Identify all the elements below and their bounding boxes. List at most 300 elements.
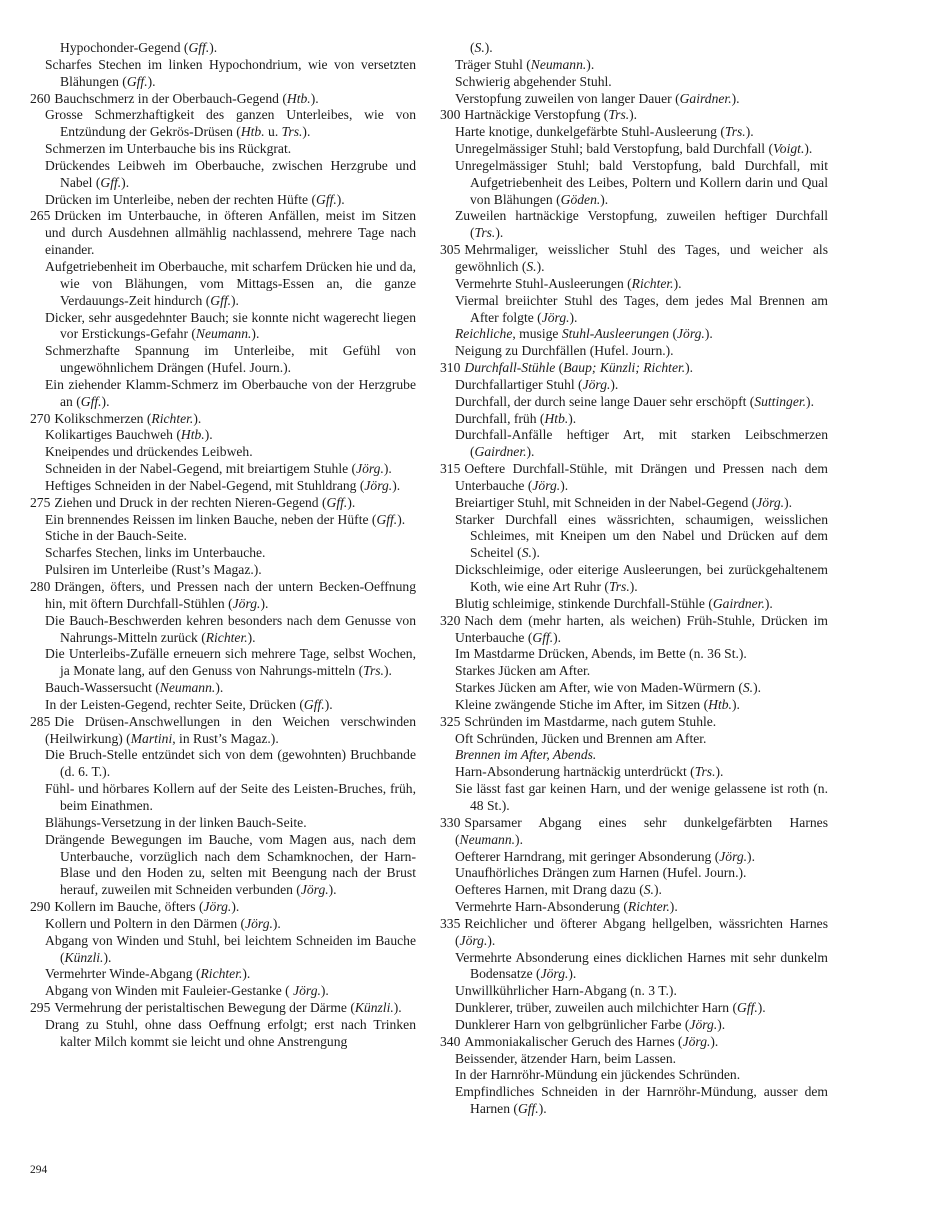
symptom-entry <box>30 832 416 899</box>
symptom-text: Vermehrte Stuhl-Ausleerungen ( <box>455 275 632 291</box>
symptom-text: Ziehen und Druck in der rechten Nieren-Gegend ( <box>54 494 327 510</box>
symptom-text: ). <box>753 680 761 696</box>
source-citation: Neumann. <box>159 680 216 696</box>
symptom-text: Neigung zu Durchfällen (Hufel. Journ.). <box>455 343 674 359</box>
symptom-text: Oefterer Harndrang, mit geringer Absonderung ( <box>455 848 720 864</box>
symptom-text: Durchfall, früh ( <box>455 410 545 426</box>
source-citation: Htb. <box>240 124 265 140</box>
symptom-entry <box>30 192 416 209</box>
source-citation: Htb. <box>286 90 311 106</box>
symptom-entry <box>440 1000 828 1017</box>
symptom-text: Dunklerer Harn von gelbgrünlicher Farbe ( <box>455 1016 690 1032</box>
symptom-text: ). <box>569 309 578 325</box>
symptom-entry-numbered <box>440 714 828 731</box>
symptom-entry <box>30 680 416 697</box>
symptom-entry <box>440 276 828 293</box>
symptom-text: ). <box>715 764 724 780</box>
symptom-text: ). <box>231 899 240 915</box>
symptom-text: , musige <box>512 326 562 342</box>
source-citation: Voigt. <box>773 141 805 157</box>
symptom-text: Schwierig abgehender Stuhl. <box>455 73 612 89</box>
symptom-entry <box>30 141 416 158</box>
symptom-text: Ein ziehender Klamm-Schmerz im Oberbauche von der Herzgrube an ( <box>45 376 416 409</box>
symptom-entry <box>30 478 416 495</box>
symptom-entry <box>440 91 828 108</box>
right-column <box>440 40 828 1118</box>
source-citation: Richter. <box>631 275 674 291</box>
source-citation: Htb. <box>708 696 732 712</box>
symptom-text: Beissender, ätzender Harn, beim Lassen. <box>455 1050 677 1066</box>
source-citation: Jörg. <box>300 882 329 898</box>
symptom-entry <box>440 983 828 1000</box>
symptom-entry <box>440 57 828 74</box>
symptom-text: Viermal breiichter Stuhl des Tages, dem jedes Mal Brennen am After folgte ( <box>455 292 828 325</box>
symptom-entry <box>440 781 828 815</box>
symptom-entry <box>30 512 416 529</box>
symptom-text: Kollern im Bauche, öfters ( <box>54 899 204 915</box>
symptom-entry <box>440 764 828 781</box>
symptom-text: Kleine zwängende Stiche im After, im Sitzen ( <box>455 696 709 712</box>
source-citation: Neumann. <box>459 831 516 847</box>
source-citation: Baup; Künzli; Richter. <box>563 360 686 376</box>
symptom-text: ). <box>121 174 130 190</box>
source-citation: Jörg. <box>582 376 611 392</box>
symptom-text: ). <box>784 494 792 510</box>
symptom-entry <box>440 343 828 360</box>
symptom-entry <box>30 697 416 714</box>
source-citation: Neumann. <box>530 56 587 72</box>
symptom-text: Ein brennendes Reissen im linken Bauche, neben der Hüfte ( <box>45 511 377 527</box>
symptom-text: ). <box>710 1033 719 1049</box>
symptom-text: Abgang von Winden mit Fauleier-Gestanke ( <box>45 983 294 999</box>
source-citation: Gff. <box>100 174 122 190</box>
symptom-entry-numbered <box>440 242 828 276</box>
source-citation: Künzli. <box>64 949 104 965</box>
symptom-text: Vermehrte Harn-Absonderung ( <box>455 899 628 915</box>
symptom-text: Die Bauch-Beschwerden kehren besonders nach dem Genusse von Nahrungs-Mitteln zurück ( <box>45 612 416 645</box>
symptom-text: ). <box>397 511 406 527</box>
symptom-text: Kolikartiges Bauchweh ( <box>45 427 181 443</box>
source-citation: Gairdner. <box>679 90 732 106</box>
symptom-text: Scharfes Stechen, links im Unterbauche. <box>45 545 266 561</box>
source-citation: Trs. <box>608 579 630 594</box>
symptom-text: Unwillkührlicher Harn-Abgang (n. 3 T.). <box>455 983 677 999</box>
symptom-text: ). <box>484 40 493 55</box>
symptom-text: Drücken im Unterleibe, neben der rechten Hüfte ( <box>45 191 316 207</box>
symptom-number: 325 <box>440 713 461 729</box>
symptom-number: 265 <box>30 208 51 224</box>
symptom-entry <box>440 377 828 394</box>
symptom-text: ). <box>324 696 333 712</box>
symptom-text: Drückendes Leibweh im Oberbauche, zwischen Herzgrube und Nabel ( <box>45 157 416 190</box>
symptom-text: Harn-Absonderung hartnäckig unterdrückt ( <box>455 764 695 780</box>
source-citation: Göden. <box>560 191 601 207</box>
symptom-entry-numbered <box>440 916 828 950</box>
symptom-number: 290 <box>30 899 51 915</box>
symptom-entry <box>30 966 416 983</box>
symptom-text: Drängen, öfters, und Pressen nach der untern Becken-Oeffnung hin, mit öftern Durchfall-Stühlen ( <box>45 579 416 611</box>
symptom-number: 310 <box>440 360 461 376</box>
source-citation: Htb. <box>544 410 569 426</box>
symptom-number: 340 <box>440 1033 461 1049</box>
symptom-entry <box>440 411 828 428</box>
source-citation: Jörg. <box>356 461 384 477</box>
symptom-text: ). <box>717 1016 726 1032</box>
source-citation: Gff. <box>532 629 554 645</box>
symptom-text: ). <box>193 410 202 426</box>
symptom-entry <box>30 781 416 815</box>
symptom-entry <box>440 141 828 158</box>
source-citation: Trs. <box>281 124 303 140</box>
symptom-entry <box>30 747 416 781</box>
symptom-entry <box>30 562 416 579</box>
symptom-text: ). <box>242 966 251 982</box>
source-citation: Jörg. <box>540 966 569 982</box>
symptom-text: ). <box>272 915 281 931</box>
symptom-entry-numbered <box>440 360 828 377</box>
symptom-text: ). <box>629 107 638 123</box>
source-citation: Gff. <box>376 511 398 527</box>
source-citation: Gff. <box>126 73 148 89</box>
symptom-number: 270 <box>30 410 51 426</box>
source-citation: Trs. <box>608 107 630 123</box>
symptom-entry <box>440 1017 828 1034</box>
symptom-text: ). <box>251 326 260 342</box>
symptom-text: ). <box>653 882 662 898</box>
symptom-entry <box>440 427 828 461</box>
source-citation: Trs. <box>724 124 746 140</box>
symptom-text: Durchfall, der durch seine lange Dauer sehr erschöpft ( <box>455 393 755 409</box>
symptom-entry <box>30 933 416 967</box>
symptom-text: ). <box>806 393 814 409</box>
symptom-text: Harte knotige, dunkelgefärbte Stuhl-Ausleerung ( <box>455 124 725 140</box>
source-citation: Jörg. <box>293 983 321 999</box>
symptom-number: 300 <box>440 107 461 123</box>
symptom-text: ). <box>704 326 713 342</box>
symptom-text: ). <box>103 949 112 965</box>
symptom-text: u. <box>264 124 282 140</box>
symptom-text: In der Leisten-Gegend, rechter Seite, Drücken ( <box>45 696 304 712</box>
symptom-text: ). <box>487 932 496 948</box>
symptom-entry-numbered <box>440 815 828 849</box>
symptom-text: Unaufhörliches Drängen zum Harnen (Hufel. Journ.). <box>455 865 747 881</box>
symptom-text: ). <box>586 56 595 72</box>
symptom-text: Hypochonder-Gegend ( <box>60 40 189 55</box>
source-citation: Gairdner. <box>712 595 765 611</box>
symptom-text: Unregelmässiger Stuhl; bald Verstopfung, bald Durchfall, mit Aufgetriebenheit des Leibes, Poltern und Kollern darin und Qual von Blähungen ( <box>455 157 828 207</box>
symptom-number: 305 <box>440 242 461 258</box>
source-citation: Durchfall-Stühle <box>464 360 556 376</box>
symptom-text: Zuweilen hartnäckige Verstopfung, zuweilen heftiger Durchfall ( <box>455 208 828 241</box>
symptom-entry <box>30 40 416 57</box>
symptom-text: ). <box>531 545 540 561</box>
symptom-entry <box>440 1067 828 1084</box>
symptom-text: Im Mastdarme Drücken, Abends, im Bette (n. 36 St.). <box>455 646 747 662</box>
source-citation: Jörg. <box>532 477 561 493</box>
symptom-text: Oft Schründen, Jücken und Brennen am After. <box>455 730 707 746</box>
source-citation: Jörg. <box>541 309 570 325</box>
symptom-text: ). <box>600 191 609 207</box>
symptom-text: In der Harnröhr-Mündung ein jückendes Schründen. <box>455 1067 741 1083</box>
symptom-text: Aufgetriebenheit im Oberbauche, mit scharfem Drücken hie und da, wie von Blähungen, vom Mittags-Essen an, die ganze Verdauungs-Zeit hindurch ( <box>45 258 416 308</box>
symptom-number: 280 <box>30 579 51 594</box>
source-citation: Jörg. <box>232 595 261 611</box>
symptom-entry <box>440 747 828 764</box>
source-citation: Gff. <box>326 494 348 510</box>
source-citation: S. <box>643 882 654 898</box>
symptom-text: ). <box>392 477 401 493</box>
symptom-text: Nach dem (mehr harten, als weichen) Früh-Stuhle, Drücken im Unterbauche ( <box>455 612 828 645</box>
symptom-text: ( <box>669 326 677 342</box>
symptom-text: Oeftere Durchfall-Stühle, mit Drängen und Pressen nach dem Unterbauche ( <box>455 461 828 493</box>
source-citation: Stuhl-Ausleerungen <box>561 326 670 342</box>
symptom-entry <box>440 697 828 714</box>
source-citation: Trs. <box>694 764 716 780</box>
symptom-entry <box>30 545 416 562</box>
source-citation: Richter. <box>627 899 670 915</box>
symptom-text: Fühl- und hörbares Kollern auf der Seite des Leisten-Bruches, früh, beim Einathmen. <box>45 781 416 813</box>
symptom-text: Abgang von Winden und Stuhl, bei leichtem Schneiden im Bauche ( <box>45 932 416 965</box>
source-citation: Brennen im After, Abends. <box>455 747 597 763</box>
symptom-entry-numbered <box>30 579 416 613</box>
symptom-entry <box>30 528 416 545</box>
symptom-text: ). <box>804 141 813 157</box>
symptom-text: ). <box>526 444 535 460</box>
symptom-entry-numbered <box>30 495 416 512</box>
source-citation: S. <box>526 258 537 274</box>
symptom-entry <box>30 646 416 680</box>
symptom-entry <box>440 512 828 563</box>
symptom-text: ). <box>260 595 269 611</box>
source-citation: Gff. <box>210 292 232 308</box>
source-citation: Künzli. <box>354 1000 394 1016</box>
symptom-entry <box>440 394 828 411</box>
symptom-text: ). <box>764 595 773 611</box>
left-column <box>30 40 416 1051</box>
symptom-text: Empfindliches Schneiden in der Harnröhr-Mündung, ausser dem Harnen ( <box>455 1084 828 1117</box>
symptom-entry <box>440 74 828 91</box>
source-citation: Gff. <box>188 40 210 55</box>
symptom-text: Verstopfung zuweilen von langer Dauer ( <box>455 90 680 106</box>
symptom-text: ). <box>685 360 694 376</box>
symptom-text: Ammoniakalischer Geruch des Harnes ( <box>464 1033 683 1049</box>
source-citation: Jörg. <box>245 915 273 931</box>
symptom-entry <box>30 343 416 377</box>
symptom-entry <box>440 495 828 512</box>
symptom-entry <box>440 562 828 596</box>
symptom-text: ). <box>347 494 356 510</box>
symptom-number: 285 <box>30 713 51 729</box>
symptom-text: ). <box>302 124 311 140</box>
source-citation: Jörg. <box>682 1033 711 1049</box>
symptom-text: ). <box>610 376 619 392</box>
symptom-entry-numbered <box>30 1000 416 1017</box>
symptom-text: Schmerzhafte Spannung im Unterleibe, mit Gefühl von ungewöhnlichem Drängen (Hufel. Journ.). <box>45 343 416 376</box>
symptom-entry <box>30 107 416 141</box>
symptom-text: Hartnäckige Verstopfung ( <box>464 107 609 123</box>
source-citation: S. <box>742 680 754 696</box>
symptom-entry <box>30 444 416 461</box>
source-citation: Jörg. <box>719 848 748 864</box>
source-citation: Reichliche <box>455 326 513 342</box>
symptom-text: ( <box>470 40 475 55</box>
source-citation: Jörg. <box>459 932 488 948</box>
symptom-text: Vermehrung der peristaltischen Bewegung der Därme ( <box>54 1000 355 1016</box>
symptom-text: Drängende Bewegungen im Bauche, vom Magen aus, nach dem Unterbauche, vorzüglich nach dem Schamknochen, der Harn-Blase und den Hoden zu, selten mit Beengung nach der Brust herauf, zuweilen mit Schneiden verbunden ( <box>45 831 416 898</box>
symptom-text: ). <box>745 124 754 140</box>
symptom-text: Unregelmässiger Stuhl; bald Verstopfung, bald Durchfall ( <box>455 141 773 157</box>
symptom-entry <box>30 613 416 647</box>
symptom-text: ). <box>560 477 569 493</box>
symptom-text: Sparsamer Abgang eines sehr dunkelgefärbten Harnes ( <box>455 814 828 847</box>
symptom-entry <box>440 646 828 663</box>
symptom-text: Durchfallartiger Stuhl ( <box>455 376 583 392</box>
symptom-text: ). <box>383 461 392 477</box>
symptom-text: Starker Durchfall eines wässrichten, schaumigen, weisslichen Schleimes, mit Kneipen um den Nabel und Drücken auf dem Scheitel ( <box>455 511 828 561</box>
symptom-number: 330 <box>440 814 461 830</box>
symptom-text: ). <box>383 663 392 679</box>
symptom-number: 320 <box>440 612 461 628</box>
symptom-text: Blähungs-Versetzung in der linken Bauch-Seite. <box>45 814 307 830</box>
source-citation: Richter. <box>205 629 248 645</box>
symptom-text: ( <box>555 360 564 376</box>
source-citation: Trs. <box>363 663 384 679</box>
symptom-entry <box>440 124 828 141</box>
symptom-text: ). <box>515 831 523 847</box>
source-citation: Jörg. <box>203 899 232 915</box>
symptom-text: ). <box>310 90 319 106</box>
symptom-text: Reichlicher und öfterer Abgang hellgelben, wässrichten Harnes ( <box>455 915 828 948</box>
symptom-entry <box>30 815 416 832</box>
symptom-text: Schmerzen im Unterbauche bis ins Rückgrat. <box>45 141 292 157</box>
symptom-text: Die Bruch-Stelle entzündet sich von dem (gewohnten) Bruchbande (d. 6. T.). <box>45 747 416 780</box>
symptom-text: ). <box>673 275 682 291</box>
symptom-text: Breiartiger Stuhl, mit Schneiden in der Nabel-Gegend ( <box>455 494 757 510</box>
symptom-entry <box>30 377 416 411</box>
symptom-text: Blutig schleimige, stinkende Durchfall-Stühle ( <box>455 595 713 611</box>
symptom-entry-numbered <box>30 91 416 108</box>
symptom-text: ). <box>101 393 110 409</box>
symptom-entry <box>440 158 828 209</box>
symptom-text: ). <box>495 225 504 241</box>
source-citation: Jörg. <box>756 494 785 510</box>
symptom-text: Kneipendes und drückendes Leibweh. <box>45 444 253 460</box>
symptom-entry-numbered <box>440 461 828 495</box>
source-citation: Htb. <box>180 427 205 443</box>
source-citation: Gff. <box>80 393 102 409</box>
symptom-entry <box>30 461 416 478</box>
symptom-entry-numbered <box>30 899 416 916</box>
source-citation: Gff. <box>303 696 325 712</box>
source-citation: Jörg. <box>689 1016 718 1032</box>
source-citation: Richter. <box>200 966 243 982</box>
symptom-text: ). <box>629 579 638 594</box>
symptom-text: Stiche in der Bauch-Seite. <box>45 528 187 544</box>
page-number: 294 <box>30 1164 48 1176</box>
symptom-text: Drang zu Stuhl, ohne dass Oeffnung erfolgt; erst nach Trinken kalter Milch kommt sie leicht und ohne Anstrengung <box>45 1016 416 1049</box>
symptom-entry <box>30 158 416 192</box>
symptom-text: Dicker, sehr ausgedehnter Bauch; sie konnte nicht wagerecht liegen vor Erstickungs-Gefahr ( <box>45 309 416 342</box>
symptom-entry-numbered <box>440 613 828 647</box>
symptom-text: Starkes Jücken am After, wie von Maden-Würmern ( <box>455 680 743 696</box>
symptom-text: ). <box>568 410 577 426</box>
symptom-number: 335 <box>440 915 461 931</box>
symptom-entry <box>440 40 828 57</box>
symptom-entry-numbered <box>30 714 416 748</box>
symptom-text: ). <box>568 966 577 982</box>
symptom-text: Bauchschmerz in der Oberbauch-Gegend ( <box>54 90 287 106</box>
symptom-text: Kolikschmerzen ( <box>54 410 152 426</box>
symptom-text: Die Drüsen-Anschwellungen in den Weichen verschwinden (Heilwirkung) ( <box>45 713 416 746</box>
symptom-number: 295 <box>30 1000 51 1016</box>
symptom-text: Träger Stuhl ( <box>455 56 531 72</box>
symptom-entry <box>440 1051 828 1068</box>
symptom-text: ). <box>669 899 678 915</box>
symptom-text: Grosse Schmerzhaftigkeit des ganzen Unterleibes, wie von Entzündung der Gekrös-Drüsen ( <box>45 107 416 140</box>
symptom-text: ). <box>393 1000 402 1016</box>
source-citation: Neumann. <box>195 326 252 342</box>
symptom-text: Drücken im Unterbauche, in öfteren Anfällen, meist im Sitzen und durch Ausdehnen allmählig nachlassend, mehrere Tage nach einander. <box>45 208 416 258</box>
source-citation: S. <box>521 545 532 561</box>
symptom-text: ). <box>328 882 337 898</box>
symptom-entry <box>30 1017 416 1051</box>
symptom-text: ). <box>204 427 213 443</box>
symptom-text: ). <box>336 191 345 207</box>
symptom-entry-numbered <box>440 107 828 124</box>
symptom-entry <box>440 731 828 748</box>
symptom-text: ). <box>231 292 239 308</box>
symptom-text: Starkes Jücken am After. <box>455 663 591 679</box>
symptom-text: ). <box>247 629 256 645</box>
symptom-number: 315 <box>440 461 461 477</box>
symptom-entry <box>30 57 416 91</box>
symptom-text: Schründen im Mastdarme, nach gutem Stuhle. <box>464 713 717 729</box>
symptom-entry-numbered <box>440 1034 828 1051</box>
source-citation: Gff. <box>316 191 337 207</box>
symptom-entry <box>440 293 828 327</box>
symptom-entry-numbered <box>30 208 416 259</box>
symptom-text: ). <box>147 73 156 89</box>
symptom-text: ). <box>757 1000 766 1016</box>
symptom-entry <box>30 310 416 344</box>
symptom-entry <box>30 259 416 310</box>
symptom-text: Heftiges Schneiden in der Nabel-Gegend, mit Stuhldrang ( <box>45 477 365 493</box>
symptom-entry <box>30 427 416 444</box>
symptom-number: 260 <box>30 90 51 106</box>
symptom-text: Die Unterleibs-Zufälle erneuern sich mehrere Tage, selbst Wochen, ja Monate lang, auf den Genuss von Nahrungs-mitteln ( <box>45 646 416 679</box>
symptom-text: ). <box>538 1101 547 1117</box>
symptom-entry <box>440 326 828 343</box>
symptom-entry-numbered <box>30 411 416 428</box>
symptom-entry <box>440 680 828 697</box>
symptom-entry <box>440 663 828 680</box>
symptom-text: Schneiden in der Nabel-Gegend, mit breiartigem Stuhle ( <box>45 461 357 477</box>
source-citation: Trs. <box>474 225 496 241</box>
symptom-text: ). <box>731 696 740 712</box>
source-citation: Richter. <box>151 410 194 426</box>
symptom-entry <box>440 849 828 866</box>
symptom-text: Vermehrter Winde-Abgang ( <box>45 966 201 982</box>
symptom-entry <box>30 983 416 1000</box>
symptom-entry <box>440 899 828 916</box>
source-citation: Gff. <box>517 1101 539 1117</box>
symptom-text: Vermehrte Absonderung eines dicklichen Harnes mit sehr dunkelm Bodensatze ( <box>455 949 828 982</box>
source-citation: Jörg. <box>677 326 705 342</box>
symptom-text: ). <box>215 680 224 696</box>
symptom-text: Pulsiren im Unterleibe (Rust’s Magaz.). <box>45 562 262 578</box>
source-citation: Gairdner. <box>474 444 527 460</box>
symptom-text: Scharfes Stechen im linken Hypochondrium, wie von versetzten Blähungen ( <box>45 56 416 89</box>
